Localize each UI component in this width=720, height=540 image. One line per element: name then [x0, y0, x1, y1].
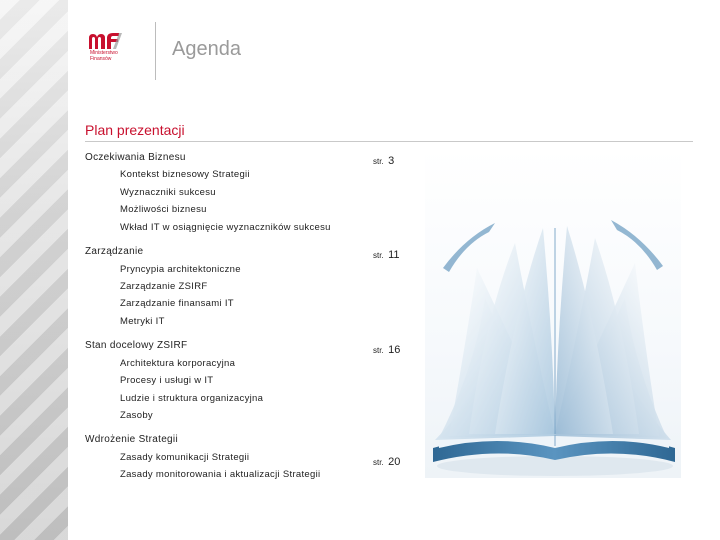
page-reference [373, 245, 400, 263]
toc-subitem: Architektura korporacyjna [120, 358, 236, 369]
toc-item: Zarządzanie [85, 246, 144, 257]
page-number: 16 [388, 344, 401, 356]
toc-item: Wdrożenie Strategii [85, 434, 178, 445]
toc-subitem: Możliwości biznesu [120, 204, 207, 215]
mf-logo-mark-icon [88, 32, 122, 50]
toc-subitem: Zasady komunikacji Strategii [120, 452, 250, 463]
decorative-side-strip [0, 0, 68, 540]
toc-subitem: Zasoby [120, 410, 153, 421]
section-title: Plan prezentacji [85, 122, 185, 138]
page-prefix: str. [373, 346, 384, 355]
toc-subitem: Zarządzanie finansami IT [120, 298, 234, 309]
page-title: Agenda [172, 38, 241, 60]
open-book-illustration [425, 148, 681, 478]
page-prefix: str. [373, 251, 384, 260]
page-number: 3 [388, 155, 395, 167]
header-divider [155, 22, 156, 80]
ministry-logo [88, 32, 148, 68]
logo-text: Ministerstwo Finansów [90, 50, 118, 62]
page-prefix: str. [373, 458, 384, 467]
toc-subitem: Pryncypia architektoniczne [120, 264, 241, 275]
page-reference [373, 340, 400, 358]
side-strip-pattern [0, 0, 68, 540]
toc-subitem: Ludzie i struktura organizacyjna [120, 393, 264, 404]
open-book-icon [425, 148, 681, 478]
toc-subitem: Wkład IT w osiągnięcie wyznaczników sukcesu [120, 222, 331, 233]
toc-subitem: Wyznaczniki sukcesu [120, 187, 216, 198]
toc-subitem: Zarządzanie ZSIRF [120, 281, 208, 292]
page-reference [373, 151, 394, 169]
toc-item: Stan docelowy ZSIRF [85, 340, 188, 351]
section-divider [85, 141, 693, 142]
toc-subitem: Procesy i usługi w IT [120, 375, 214, 386]
toc-subitem: Kontekst biznesowy Strategii [120, 169, 250, 180]
page-number: 20 [388, 456, 401, 468]
toc-subitem: Metryki IT [120, 316, 165, 327]
page-reference [373, 452, 400, 470]
toc-item: Oczekiwania Biznesu [85, 152, 186, 163]
page-prefix: str. [373, 157, 384, 166]
page-number: 11 [388, 249, 400, 261]
toc-subitem: Zasady monitorowania i aktualizacji Strategii [120, 469, 321, 480]
